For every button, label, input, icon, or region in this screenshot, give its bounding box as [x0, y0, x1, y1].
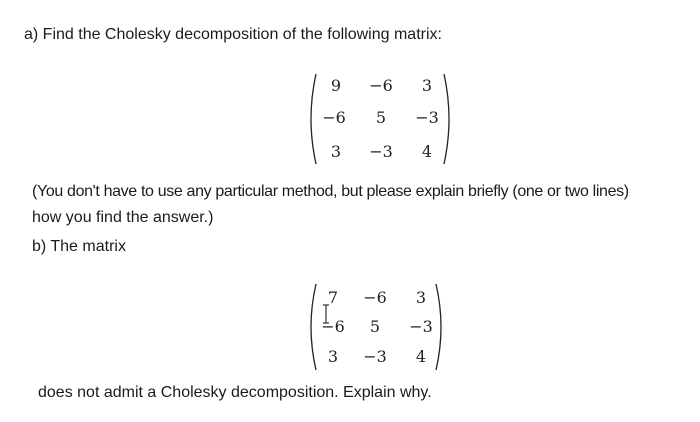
part-b-intro: b) The matrix	[32, 238, 126, 255]
right-paren	[434, 282, 448, 372]
matrix-b-r1c3: 3	[415, 288, 427, 307]
matrix-b-r2c1: −6	[321, 317, 345, 336]
matrix-a-r2c3: −3	[415, 108, 439, 127]
matrix-a-r3c1: 3	[330, 142, 342, 161]
matrix-a-r3c3: 4	[421, 142, 433, 161]
matrix-b-r3c3: 4	[415, 347, 427, 366]
matrix-a-r2c2: 5	[375, 108, 387, 127]
matrix-a-r1c3: 3	[421, 76, 433, 95]
part-a-note-line2: how you find the answer.)	[32, 209, 214, 226]
matrix-a-r1c1: 9	[330, 76, 342, 95]
matrix-b-r3c1: 3	[327, 347, 339, 366]
right-paren	[442, 72, 456, 166]
part-b-conclusion: does not admit a Cholesky decomposition. Explain why.	[38, 384, 432, 401]
matrix-a-r3c2: −3	[369, 142, 393, 161]
left-paren	[304, 72, 318, 166]
matrix-b-r1c1: 7	[327, 288, 339, 307]
matrix-b-r1c2: −6	[363, 288, 387, 307]
matrix-a-r2c1: −6	[322, 108, 346, 127]
matrix-a	[300, 72, 460, 166]
part-a-note-line1: (You don't have to use any particular method, but please explain briefly (one or two lines)	[32, 183, 629, 200]
matrix-b-r2c2: 5	[369, 317, 381, 336]
text-cursor-icon	[321, 304, 331, 324]
part-a-prompt: a) Find the Cholesky decomposition of the following matrix:	[24, 26, 442, 43]
matrix-b	[300, 282, 450, 372]
matrix-b-r3c2: −3	[363, 347, 387, 366]
matrix-b-r2c3: −3	[409, 317, 433, 336]
matrix-a-r1c2: −6	[369, 76, 393, 95]
